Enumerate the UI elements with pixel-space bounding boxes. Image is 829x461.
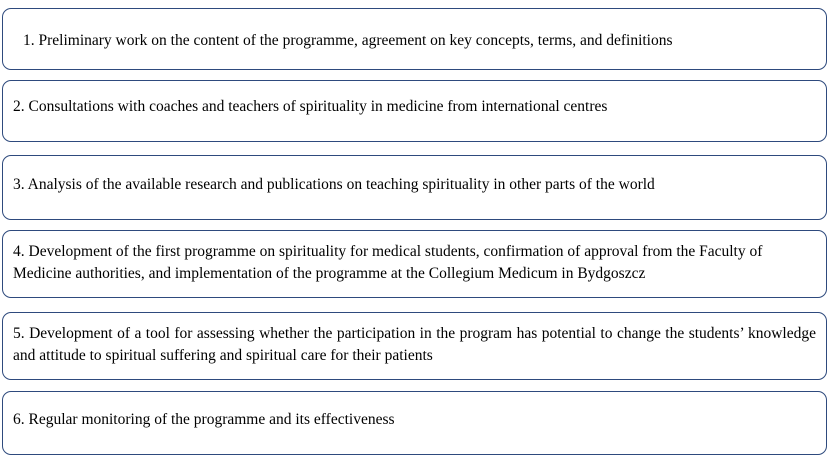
step-text-2: 2. Consultations with coaches and teachers of spirituality in medicine from international centres (13, 98, 608, 115)
step-text-4: 4. Development of the first programme on spirituality for medical students, confirmation of approval from the Faculty of Medicine authorities, and implementation of the programme at the Collegium Medicum in Bydgoszcz (13, 243, 763, 282)
step-text-3: 3. Analysis of the available research and publications on teaching spirituality in other parts of the world (13, 175, 655, 193)
step-box-5 (2, 312, 827, 380)
step-box-3 (2, 155, 827, 220)
step-text-5: 5. Development of a tool for assessing whether the participation in the program has potential to change the students’ knowledge and attitude to spiritual suffering and spiritual care for their patients (13, 325, 816, 364)
step-box-4 (2, 230, 827, 298)
step-box-6 (2, 391, 827, 455)
step-text-6: 6. Regular monitoring of the programme and its effectiveness (13, 411, 395, 428)
step-box-2 (2, 80, 827, 142)
step-box-1 (2, 8, 827, 70)
step-text-1: 1. Preliminary work on the content of the programme, agreement on key concepts, terms, and definitions (23, 32, 673, 49)
